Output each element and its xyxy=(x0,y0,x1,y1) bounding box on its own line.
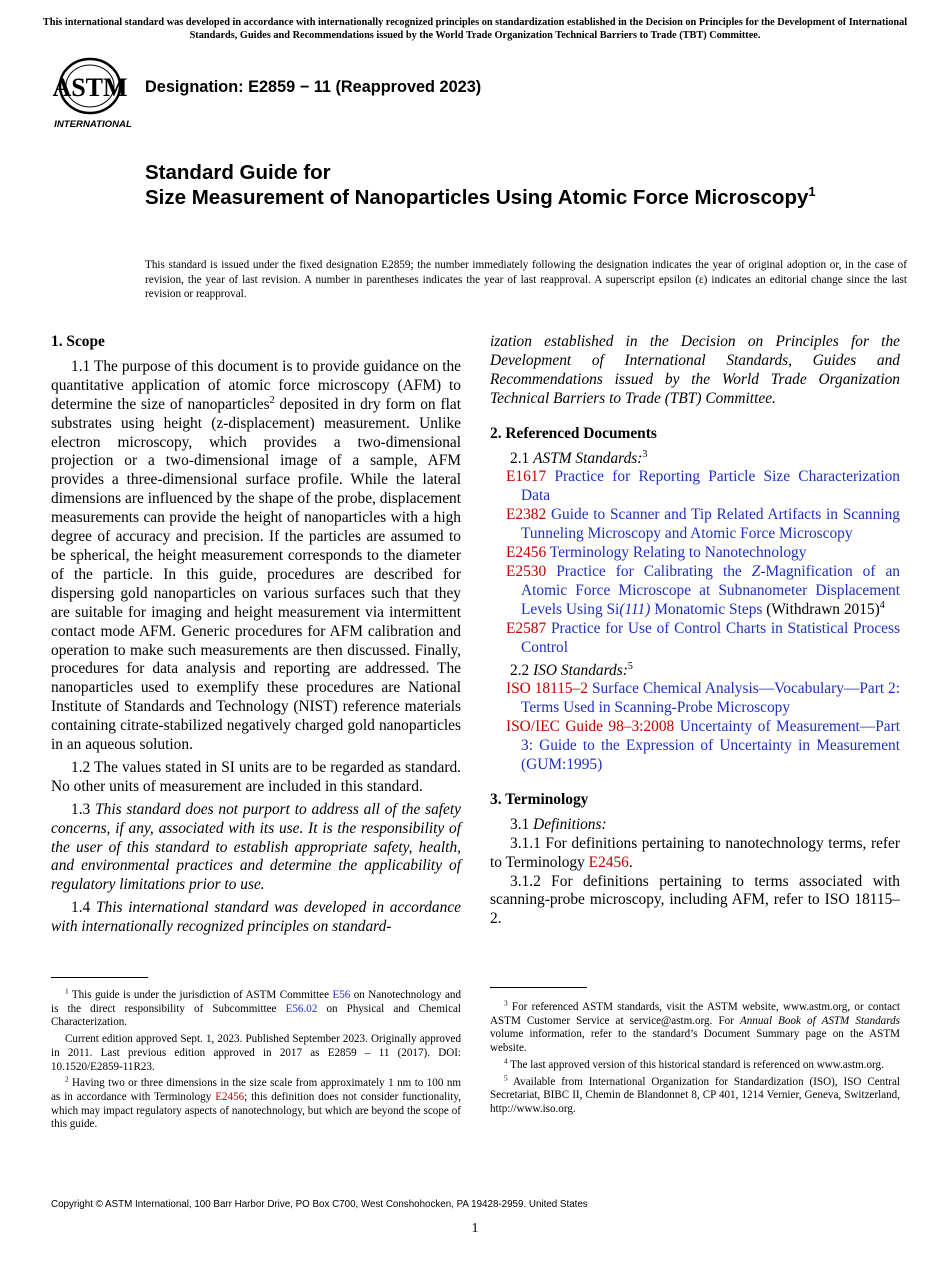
title-line2: Size Measurement of Nanoparticles Using Atomic Force Microscopy xyxy=(145,186,809,209)
logo-org: INTERNATIONAL xyxy=(54,119,132,130)
para-1-2: 1.2 The values stated in SI units are to be regarded as standard. No other units of measurement are included in this standard. xyxy=(51,758,461,795)
footnotes-left xyxy=(51,989,461,1135)
section-scope-heading: 1. Scope xyxy=(51,333,105,350)
logo-letters: ASTM xyxy=(52,73,128,102)
right-column xyxy=(490,333,900,929)
issuance-note: This standard is issued under the fixed designation E2859; the number immediately following the designation indicates the year of original adoption or, in the case of revision, the year of last revision. A number in parentheses indicates the year of last reapproval. A superscript epsilon (ε) indicates an editorial change since the last revision or reapproval. xyxy=(145,259,907,301)
link-e56-02[interactable]: E56.02 xyxy=(285,1002,318,1015)
document-title xyxy=(145,160,845,210)
iso-standards-label: 2.2 ISO Standards:$^5$ xyxy=(510,660,633,679)
ref-e2587[interactable]: E2587 Practice for Use of Control Charts in Statistical Process Control xyxy=(506,619,900,656)
para-3-1-2: 3.1.2 For definitions pertaining to terms associated with scanning-probe microscopy, including AFM, refer to ISO 18115–2. xyxy=(490,872,900,928)
footnote-ref-4[interactable]: 4 xyxy=(879,599,885,611)
para-1-3: 1.3 This standard does not purport to address all of the safety concerns, if any, associated with its use. It is the responsibility of the user of this standard to establish appropriate safety, health, and environmental practices and determine the applicability of regulatory limitations prior to use. xyxy=(51,800,461,894)
footnote-divider-right xyxy=(490,987,587,988)
astm-standards-label: 2.1 ASTM Standards:$^3$ xyxy=(510,448,648,467)
para-1-4: 1.4 This international standard was developed in accordance with internationally recognized principles on standard- xyxy=(51,899,461,936)
para-1-1: 1.1 The purpose of this document is to provide guidance on the quantitative application of atomic force microscopy (AFM) to determine the size of nanoparticles$^2$ deposited in dry form on flat substrates using height (z-displacement) measurement. Unlike electron microscopy, which provides a two-dimensional projection or a two-dimensional image of a sample, AFM provides a three-dimensional surface profile. While the lateral dimensions are influenced by the shape of the probe, displacement measurements can provide the height of nanoparticles with a high degree of accuracy and precision. If the particles are assumed to be spherical, the height measurement corresponds to the diameter of the particle. In this guide, procedures are described for dispersing gold nanoparticles on various surfaces such that they are suitable for imaging and height measurement via intermittent contact mode AFM. Generic procedures for AFM calibration and operation to make such measurements are then discussed. Finally, procedures for data analysis and reporting are addressed. The nanoparticles used to exemplify these procedures are National Institute of Standards and Technology (NIST) reference materials containing citrate-stabilized negatively charged gold nanoparticles in an aqueous solution. xyxy=(51,357,461,754)
footnote-5: $^5$ Available from International Organization for Standardization (ISO), ISO Central Secretariat, BIBC II, Chemin de Blandonnet 8, CP 401, 1214 Vernier, Geneva, Switzerland, http://www.iso.org. xyxy=(490,1073,900,1115)
footnote-2: $^2$ Having two or three dimensions in the size scale from approximately 1 nm to 100 nm as in accordance with Terminology E2456; this definition does not consider functionality, which may impact regulatory aspects of nanotechnology, but which are beyond the scope of this guide. xyxy=(51,1075,461,1131)
para-3-1-1: 3.1.1 For definitions pertaining to nanotechnology terms, refer to Terminology E2456. xyxy=(490,834,900,871)
footnote-1-edition: Current edition approved Sept. 1, 2023. Published September 2023. Originally approved in 2011. Last previous edition approved in 2017 as E2859 – 11 (2017). DOI: 10.1520/E2859-11R23. xyxy=(51,1033,461,1073)
ref-e2382[interactable]: E2382 Guide to Scanner and Tip Related Artifacts in Scanning Tunneling Microscopy and Atomic Force Microscopy xyxy=(506,506,900,543)
designation: Designation: E2859 − 11 (Reapproved 2023) xyxy=(145,78,482,96)
ref-e1617[interactable]: E1617 Practice for Reporting Particle Size Characterization Data xyxy=(506,468,900,505)
para-1-4-cont: ization established in the Decision on Principles for the Development of International Standards, Guides and Recommendations issued by the World Trade Organization Technical Barriers to Trade (TBT) Committee. xyxy=(490,333,900,407)
title-footnote-ref[interactable]: 1 xyxy=(808,184,816,200)
footnote-3: $^3$ For referenced ASTM standards, visit the ASTM website, www.astm.org, or contact ASTM Customer Service at service@astm.org. For Annual Book of ASTM Standards volume information, refer to the standard’s Document Summary page on the ASTM website. xyxy=(490,999,900,1055)
footnotes-right xyxy=(490,1001,900,1120)
section-referenced-heading: 2. Referenced Documents xyxy=(490,424,657,442)
footnote-4: $^4$ The last approved version of this historical standard is referenced on www.astm.org. xyxy=(504,1057,884,1071)
left-column xyxy=(51,333,461,937)
ref-e2456[interactable]: E2456 Terminology Relating to Nanotechnology xyxy=(506,544,807,562)
title-line1: Standard Guide for xyxy=(145,161,331,184)
ref-iso-guide-98[interactable]: ISO/IEC Guide 98–3:2008 Uncertainty of Measurement—Part 3: Guide to the Expression of Uncertainty in Measurement (GUM:1995) xyxy=(506,718,901,774)
astm-logo xyxy=(52,56,134,132)
ref-iso-18115[interactable]: ISO 18115–2 Surface Chemical Analysis—Vocabulary—Part 2: Terms Used in Scanning-Probe Microscopy xyxy=(506,680,901,717)
section-terminology-heading: 3. Terminology xyxy=(490,790,589,808)
ref-e2530[interactable]: E2530 Practice for Calibrating the Z-Magnification of an Atomic Force Microscope at Subnanometer Displacement Levels Using Si(111) Monatomic Steps (Withdrawn 2015)$^4$ xyxy=(506,562,900,618)
link-e56[interactable]: E56 xyxy=(332,989,351,1001)
link-e2456-fn[interactable]: E2456 xyxy=(215,1090,245,1103)
footnote-ref-3[interactable]: 3 xyxy=(642,448,648,460)
footnote-ref-2[interactable]: 2 xyxy=(269,394,275,406)
definitions-label: 3.1 Definitions: xyxy=(510,815,607,833)
link-e2456-term[interactable]: E2456 xyxy=(588,853,629,871)
page-number: 1 xyxy=(471,1221,479,1236)
footnote-ref-5[interactable]: 5 xyxy=(627,660,633,672)
wto-notice: This international standard was developed in accordance with internationally recognized principles on standardization established in the Decision on Principles for the Development of International Standards, Guides and Recommendations issued by the World Trade Organization Technical Barriers to Trade (TBT) Committee. xyxy=(42,17,908,41)
copyright-line: Copyright © ASTM International, 100 Barr Harbor Drive, PO Box C700, West Conshohocken, PA 19428-2959. United States xyxy=(51,1199,588,1210)
footnote-divider-left xyxy=(51,977,148,978)
footnote-1: $^1$ This guide is under the jurisdiction of ASTM Committee E56 on Nanotechnology and is the direct responsibility of Subcommittee E56.02 on Physical and Chemical Characterization. xyxy=(51,987,461,1029)
